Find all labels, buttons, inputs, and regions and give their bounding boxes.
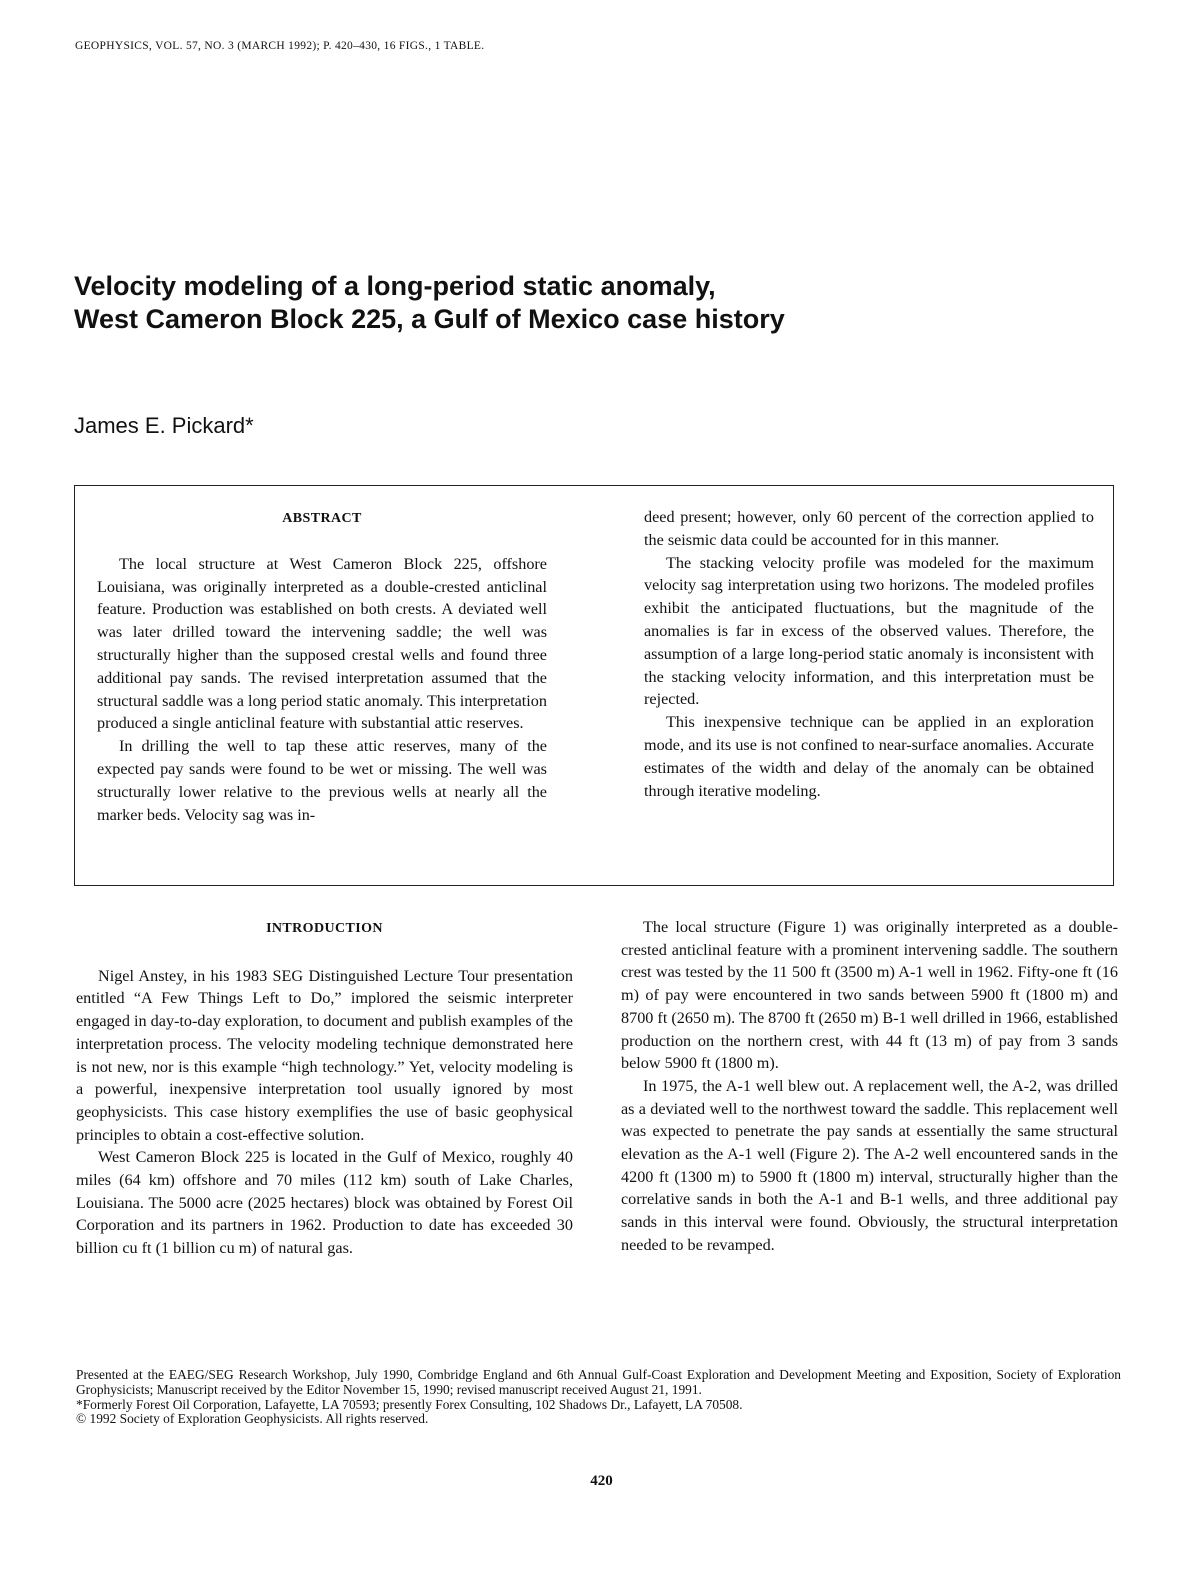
page-number: 420: [590, 1473, 613, 1489]
footnotes: [76, 1368, 1121, 1427]
abstract-box: [74, 485, 1114, 886]
introduction-paragraph-4: In 1975, the A-1 well blew out. A replacement well, the A-2, was drilled as a deviated well to the northwest toward the saddle. This replacement well was expected to penetrate the pay sands at essentially the same structural elevation as the A-1 well (Figure 2). The A-2 well encountered sands in the 4200 ft (1300 m) to 5900 ft (1800 m) interval, structurally higher than the correlative sands in both the A-1 and B-1 wells, and three additional pay sands in this interval were found. Obviously, the structural interpretation needed to be revamped.: [621, 1076, 1118, 1254]
footnote-presented: Presented at the EAEG/SEG Research Workshop, July 1990, Combridge England and 6th Annual Gulf-Coast Exploration and Development Meeting and Exposition, Society of Exploration Grophysicists; Manuscript received by the Editor November 15, 1990; revised manuscript received August 21, 1991.: [76, 1367, 1121, 1397]
article-title: [74, 270, 1134, 336]
article-title-line-2: West Cameron Block 225, a Gulf of Mexico case history: [74, 304, 785, 334]
article-title-line-1: Velocity modeling of a long-period static anomaly,: [74, 271, 716, 301]
introduction-paragraph-1: Nigel Anstey, in his 1983 SEG Distinguished Lecture Tour presentation entitled “A Few Things Left to Do,” implored the seismic interpreter engaged in day-to-day exploration, to document and publish examples of the interpretation process. The velocity modeling technique demonstrated here is not new, nor is this example “high technology.” Yet, velocity modeling is a powerful, inexpensive interpretation tool usually ignored by most geophysicists. This case history exemplifies the use of basic geophysical principles to obtain a cost-effective solution.: [76, 966, 573, 1144]
abstract-paragraph-2-continued: deed present; however, only 60 percent of the correction applied to the seismic data could be accounted for in this manner.: [644, 508, 1094, 549]
author-name: James E. Pickard*: [74, 413, 254, 438]
abstract-paragraph-2-start: In drilling the well to tap these attic reserves, many of the expected pay sands were found to be wet or missing. The well was structurally lower relative to the previous wells at nearly all the marker beds. Velocity sag was in-: [97, 737, 547, 824]
abstract-paragraph-3: The stacking velocity profile was modeled for the maximum velocity sag interpretation using two horizons. The modeled profiles exhibit the anticipated fluctuations, but the magnitude of the anomalies is far in excess of the observed values. Therefore, the assumption of a large long-period static anomaly is inconsistent with the stacking velocity information, and this interpretation must be rejected.: [644, 553, 1094, 709]
abstract-heading: ABSTRACT: [282, 511, 362, 526]
journal-citation: GEOPHYSICS, VOL. 57, NO. 3 (MARCH 1992); P. 420–430, 16 FIGS., 1 TABLE.: [75, 40, 485, 52]
abstract-paragraph-4: This inexpensive technique can be applied in an exploration mode, and its use is not confined to near-surface anomalies. Accurate estimates of the width and delay of the anomaly can be obtained through iterative modeling.: [644, 713, 1094, 800]
introduction-right-column: [621, 916, 1118, 1257]
introduction-heading: INTRODUCTION: [266, 921, 383, 936]
abstract-right-column: [644, 506, 1094, 802]
introduction-paragraph-2: West Cameron Block 225 is located in the Gulf of Mexico, roughly 40 miles (64 km) offshore and 70 miles (112 km) south of Lake Charles, Louisiana. The 5000 acre (2025 hectares) block was obtained by Forest Oil Corporation and its partners in 1962. Production to date has exceeded 30 billion cu ft (1 billion cu m) of natural gas.: [76, 1148, 573, 1258]
footnote-copyright: © 1992 Society of Exploration Geophysicists. All rights reserved.: [76, 1411, 429, 1427]
abstract-left-column: [97, 508, 547, 826]
introduction-left-column: [76, 918, 573, 1260]
footnote-affiliation: *Formerly Forest Oil Corporation, Lafayette, LA 70593; presently Forex Consulting, 102 Shadows Dr., Lafayett, LA 70508.: [76, 1396, 743, 1412]
abstract-paragraph-1: The local structure at West Cameron Block 225, offshore Louisiana, was originally interpreted as a double-crested anticlinal feature. Production was established on both crests. A deviated well was later drilled toward the intervening saddle; the well was structurally higher than the supposed crestal wells and found three additional pay sands. The revised interpretation assumed that the structural saddle was a long period static anomaly. This interpretation produced a single anticlinal feature with substantial attic reserves.: [97, 554, 547, 733]
introduction-paragraph-3: The local structure (Figure 1) was originally interpreted as a double-crested anticlinal feature with a prominent intervening saddle. The southern crest was tested by the 11 500 ft (3500 m) A-1 well in 1962. Fifty-one ft (16 m) of pay were encountered in two sands between 5900 ft (1800 m) and 8700 ft (2650 m). The 8700 ft (2650 m) B-1 well drilled in 1966, established production on the northern crest, with 44 ft (13 m) of pay from 3 sands below 5900 ft (1800 m).: [621, 918, 1118, 1073]
